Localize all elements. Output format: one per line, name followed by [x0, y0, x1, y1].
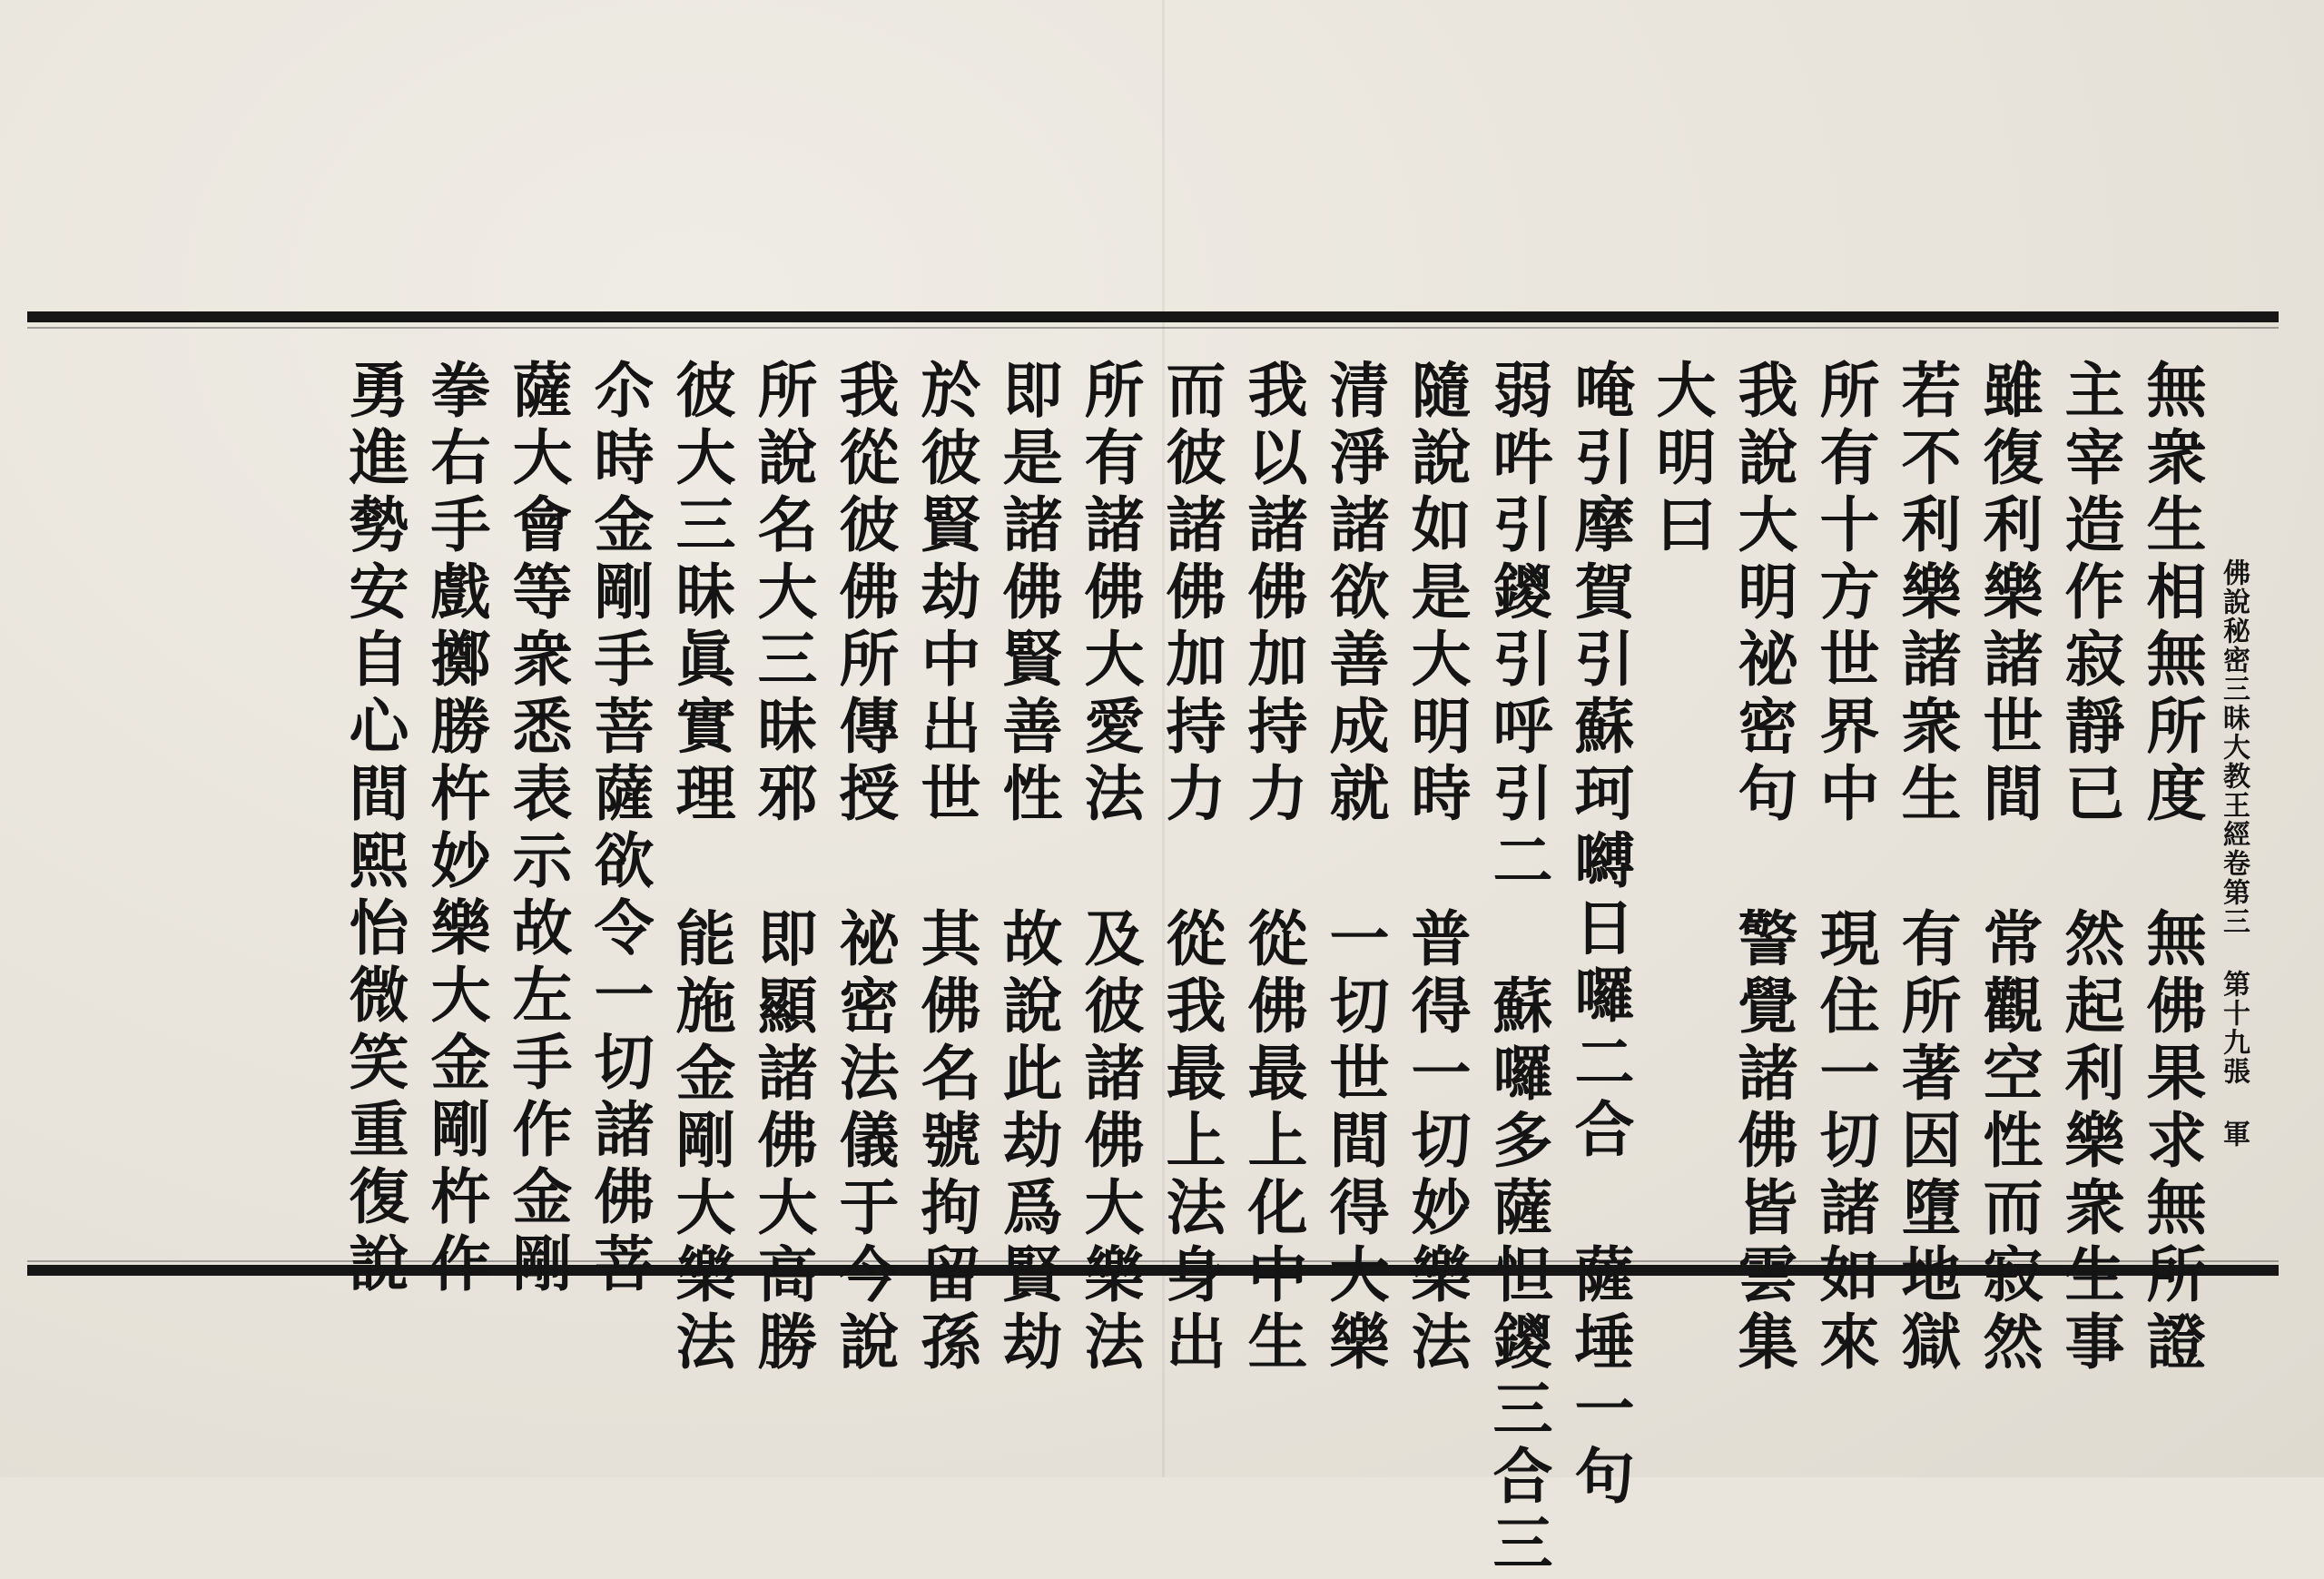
margin-title: 佛說秘密三昧大教王經卷第三 第十九張 軍 — [2218, 558, 2250, 1149]
text-column: 我說大明祕密句 警覺諸佛皆雲集 — [1728, 359, 1798, 1377]
text-column: 勇進勢安自心間熙怡微笑重復說 — [339, 359, 409, 1299]
text-column: 主宰造作寂靜已 然起利樂衆生事 — [2054, 359, 2125, 1377]
text-column: 所有諸佛大愛法 及彼諸佛大樂法 — [1074, 359, 1145, 1377]
text-column: 若不利樂諸衆生 有所著因墮地獄 — [1891, 359, 1962, 1377]
text-column: 我以諸佛加持力 從佛最上化中生 — [1237, 359, 1308, 1377]
text-column: 薩大會等衆悉表示故左手作金剛 — [502, 359, 573, 1299]
text-column: 隨說如是大明時 普得一切妙樂法 — [1401, 359, 1472, 1377]
text-column: 彼大三昧眞實理 能施金剛大樂法 — [665, 359, 736, 1377]
text-column: 於彼賢劫中出世 其佛名號拘留孫 — [911, 359, 981, 1377]
text-column: 尒時金剛手菩薩欲令一切諸佛菩 — [584, 359, 655, 1299]
text-column: 而彼諸佛加持力 從我最上法身出 — [1156, 359, 1226, 1377]
text-column: 雖復利樂諸世間 常觀空性而寂然 — [1973, 359, 2043, 1377]
text-column: 無衆生相無所度 無佛果求無所證 — [2136, 359, 2207, 1377]
text-column: 清淨諸欲善成就 一切世間得大樂 — [1319, 359, 1390, 1377]
text-column: 拳右手戲擲勝杵妙樂大金剛杵作 — [420, 359, 491, 1299]
text-column: 我從彼佛所傳授 祕密法儀于今說 — [829, 359, 900, 1377]
text-column: 弱吽引鑁引呼引二 蘇囉多薩怛鑁三合三 — [1482, 359, 1553, 1579]
text-column: 所說名大三昧邪 即顯諸佛大高勝 — [747, 359, 818, 1377]
text-column: 即是諸佛賢善性 故說此劫爲賢劫 — [992, 359, 1063, 1377]
text-column: 唵引摩賀引蘇珂嚩日囉二合 薩埵一句 — [1564, 359, 1635, 1512]
frame-line-top — [27, 327, 2279, 329]
text-column: 大明曰 — [1646, 359, 1717, 560]
text-column: 所有十方世界中 現住一切諸如來 — [1809, 359, 1880, 1377]
